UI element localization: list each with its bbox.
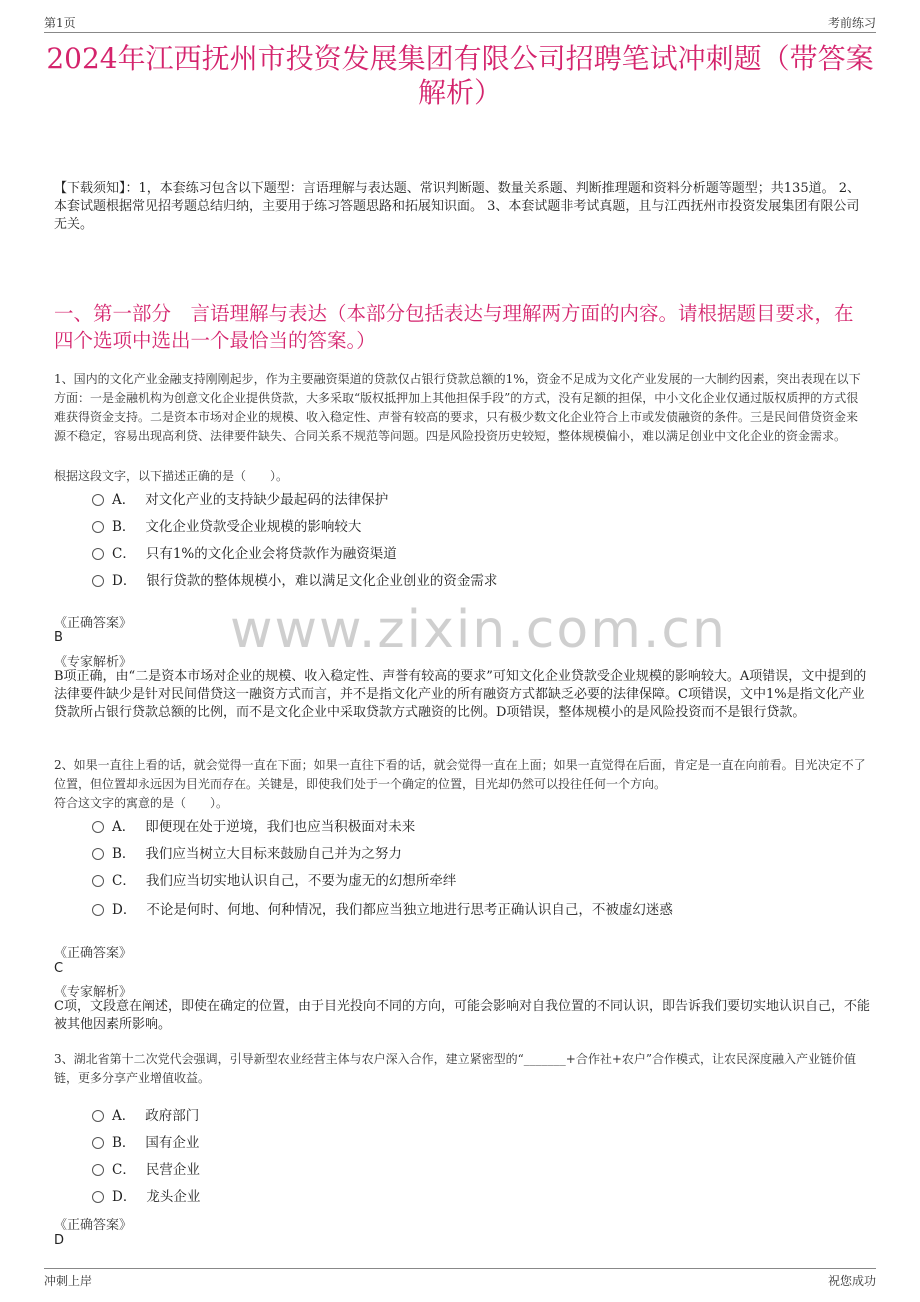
- footer-right: 祝您成功: [827, 1274, 876, 1288]
- radio-icon[interactable]: [92, 548, 104, 560]
- analysis-label: 《专家解析》: [54, 655, 133, 670]
- option-a[interactable]: A． 政府部门: [92, 1100, 200, 1127]
- option-d[interactable]: D． 不论是何时、何地、何种情况，我们都应当独立地进行思考正确认识自己，不被虚幻迷惑: [92, 892, 673, 924]
- page-number: 第1页: [44, 16, 76, 30]
- footer-rule: [44, 1268, 876, 1269]
- radio-icon[interactable]: [92, 821, 104, 833]
- answer-value: C: [54, 961, 64, 976]
- radio-icon[interactable]: [92, 521, 104, 533]
- question-3-stem: 3、湖北省第十二次党代会强调，引导新型农业经营主体与农户深入合作，建立紧密型的“_______+合作社+农户”合作模式，让农民深度融入产业链价值链，更多分享产业增值收益。: [54, 1052, 857, 1085]
- option-c[interactable]: C． 我们应当切实地认识自己，不要为虚无的幻想所牵绊: [92, 865, 673, 892]
- analysis-text: B项正确，由“二是资本市场对企业的规模、收入稳定性、声誉有较高的要求”可知文化企业贷款受企业规模的影响较大。A项错误，文中提到的法律要件缺少是针对民间借贷这一融资方式而言，并不是指文化产业的所有融资方式都缺乏必要的法律保障。C项错误，文中1%是指文化产业贷款所占银行贷款总额的比例，而不是文化企业中采取贷款方式融资的比例。D项错误，整体规模小的是风险投资而不是银行贷款。: [54, 669, 867, 720]
- radio-icon[interactable]: [92, 1137, 104, 1149]
- question-1-prompt: 根据这段文字，以下描述正确的是（ ）。: [54, 469, 289, 483]
- option-b[interactable]: B． 国有企业: [92, 1127, 200, 1154]
- header-rule: [44, 32, 876, 33]
- option-b[interactable]: B． 我们应当树立大目标来鼓励自己并为之努力: [92, 838, 673, 865]
- analysis-text: C项，文段意在阐述，即使在确定的位置，由于目光投向不同的方向，可能会影响对自我位置的不同认识，即告诉我们要切实地认识自己，不能被其他因素所影响。: [54, 999, 870, 1032]
- header-label: 考前练习: [827, 16, 876, 30]
- radio-icon[interactable]: [92, 575, 104, 587]
- footer-left: 冲刺上岸: [44, 1274, 93, 1288]
- question-1-options: [92, 484, 497, 592]
- radio-icon[interactable]: [92, 494, 104, 506]
- answer-label: 《正确答案》: [54, 946, 133, 961]
- option-c[interactable]: C． 只有1%的文化企业会将贷款作为融资渠道: [92, 538, 497, 565]
- radio-icon[interactable]: [92, 1110, 104, 1122]
- question-2-options: [92, 811, 673, 924]
- download-notice: 【下载须知】：1，本套练习包含以下题型：言语理解与表达题、常识判断题、数量关系题、判断推理题和资料分析题等题型；共135道。 2、本套试题根据常见招考题总结归纳，主要用于练习答题思路和拓展知识面。 3、本套试题非考试真题，且与江西抚州市投资发展集团有限公司无关。: [54, 181, 860, 232]
- question-2-prompt: 符合这文字的寓意的是（ ）。: [54, 796, 229, 810]
- analysis-label: 《专家解析》: [54, 985, 133, 1000]
- answer-label: 《正确答案》: [54, 1218, 133, 1233]
- radio-icon[interactable]: [92, 904, 104, 916]
- watermark: www.zixin.com.cn: [230, 600, 727, 660]
- answer-value: D: [54, 1233, 65, 1248]
- option-d[interactable]: D． 银行贷款的整体规模小，难以满足文化企业创业的资金需求: [92, 565, 497, 592]
- radio-icon[interactable]: [92, 875, 104, 887]
- question-1-stem: 1、国内的文化产业金融支持刚刚起步，作为主要融资渠道的贷款仅占银行贷款总额的1%，资金不足成为文化产业发展的一大制约因素，突出表现在以下方面：一是金融机构为创意文化企业提供贷款，大多采取“版权抵押加上其他担保手段”的方式，没有足额的担保，中小文化企业仅通过版权质押的方式很难获得资金支持。二是资本市场对企业的规模、收入稳定性、声誉有较高的要求，只有极少数文化企业符合上市或发债融资的条件。三是民间借贷资金来源不稳定，容易出现高利贷、法律要件缺失、合同关系不规范等问题。四是风险投资历史较短，整体规模偏小，难以满足创业中文化企业的资金需求。: [54, 372, 861, 443]
- answer-value: B: [54, 630, 63, 645]
- option-a[interactable]: A． 对文化产业的支持缺少最起码的法律保护: [92, 484, 497, 511]
- radio-icon[interactable]: [92, 848, 104, 860]
- option-a[interactable]: A． 即便现在处于逆境，我们也应当积极面对未来: [92, 811, 673, 838]
- option-c[interactable]: C． 民营企业: [92, 1154, 200, 1181]
- option-d[interactable]: D． 龙头企业: [92, 1181, 200, 1208]
- radio-icon[interactable]: [92, 1191, 104, 1203]
- document-title: 2024年江西抚州市投资发展集团有限公司招聘笔试冲刺题（带答案解析）: [46, 42, 874, 109]
- section-heading: 一、第一部分 言语理解与表达（本部分包括表达与理解两方面的内容。请根据题目要求，在四个选项中选出一个最恰当的答案。）: [54, 302, 854, 352]
- answer-label: 《正确答案》: [54, 616, 133, 631]
- option-b[interactable]: B． 文化企业贷款受企业规模的影响较大: [92, 511, 497, 538]
- radio-icon[interactable]: [92, 1164, 104, 1176]
- question-2-stem: 2、如果一直往上看的话，就会觉得一直在下面；如果一直往下看的话，就会觉得一直在上面；如果一直觉得在后面，肯定是一直在向前看。目光决定不了位置，但位置却永远因为目光而存在。关键是，即使我们处于一个确定的位置，目光却仍然可以投往任何一个方向。: [54, 758, 866, 791]
- question-3-options: [92, 1100, 200, 1208]
